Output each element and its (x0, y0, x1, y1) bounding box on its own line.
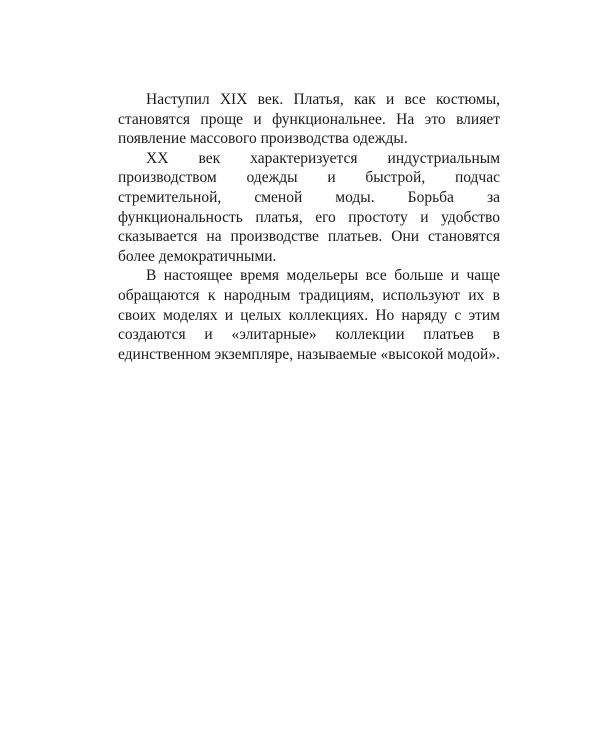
paragraph-1: Наступил XIX век. Платья, как и все костюмы, становятся проще и функциональнее. На это влияет появление массового производства одежды. (118, 91, 500, 148)
paragraph-3: В настоящее время модельеры все больше и чаще обращаются к народным традициям, используют их в своих моделях и целых коллекциях. Но наряду с этим создаются и «элитарные» коллекции платьев в единственном экземпляре, называемые «высокой модой». (118, 267, 500, 363)
body-text (118, 90, 500, 364)
paragraph-2: XX век характеризуется индустриальным производством одежды и быстрой, подчас стремительной, сменой моды. Борьба за функциональность платья, его простоту и удобство сказывается на производстве платьев. Они становятся более демократичными. (118, 149, 500, 265)
